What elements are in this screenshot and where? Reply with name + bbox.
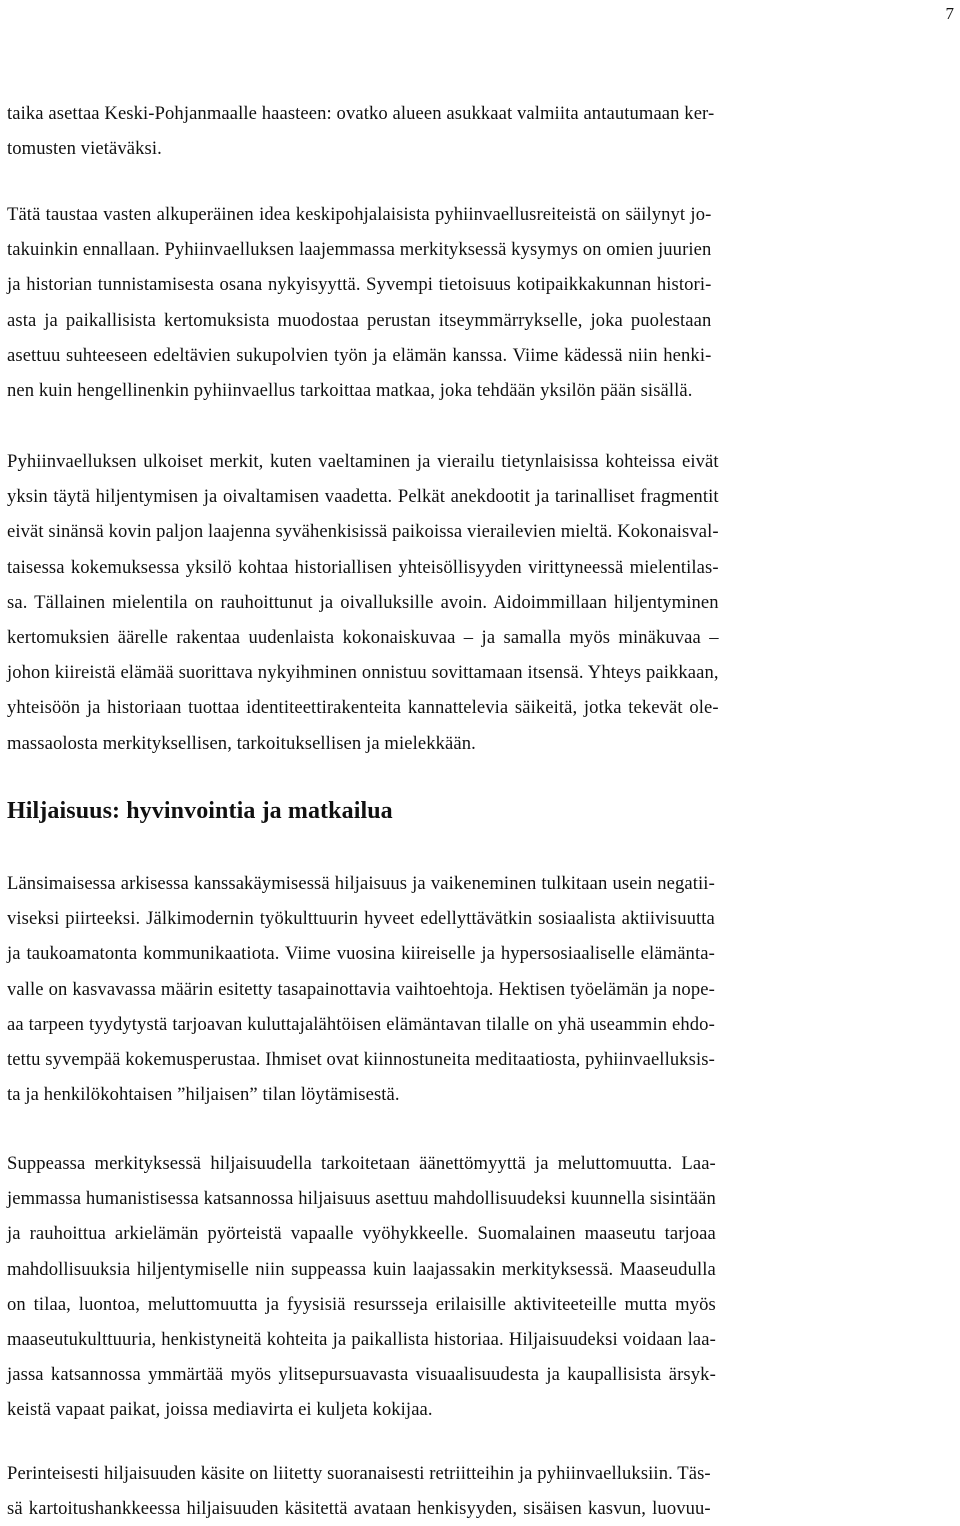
text-line: asta ja paikallisista kertomuksista muodostaa perustan itseymmärrykselle, joka puolestaan [7, 309, 712, 331]
text-line: kertomuksien äärelle rakentaa uudenlaista kokonaiskuvaa – ja samalla myös minäkuvaa – [7, 627, 719, 649]
page-number: 7 [945, 4, 954, 23]
text-line: ja historian tunnistamisesta osana nykyisyyttä. Syvempi tietoisuus kotipaikkakunnan histori- [7, 274, 712, 296]
text-line: taika asettaa Keski-Pohjanmaalle haasteen: ovatko alueen asukkaat valmiita antautumaan ker- [7, 103, 715, 124]
text-line: tettu syvempää kokemusperustaa. Ihmiset ovat kiinnostuneita meditaatiosta, pyhiinvaelluksis- [7, 1049, 715, 1071]
text-line: aa tarpeen tyydytystä tarjoavan kuluttajalähtöisen elämäntavan tilalle on yhä useammin ehdo- [7, 1013, 715, 1035]
text-line: maaseutukulttuuria, henkistyneitä kohteita ja paikallista historiaa. Hiljaisuudeksi voidaan laa- [7, 1329, 716, 1351]
text-line: Perinteisesti hiljaisuuden käsite on liitetty suoranaisesti retriitteihin ja pyhiinvaelluksiin. Täs- [7, 1463, 711, 1484]
text-line: johon kiireistä elämää suorittava nykyihminen onnistuu sovittamaan itsensä. Yhteys paikkaan, [7, 662, 719, 684]
text-line: Länsimaisessa arkisessa kanssakäymisessä hiljaisuus ja vaikeneminen tulkitaan usein negatii- [7, 873, 715, 894]
text-line: mahdollisuuksia hiljentymiselle niin suppeassa kuin laajassakin merkityksessä. Maaseudulla [7, 1258, 716, 1280]
text-line: jassa katsannossa ymmärtää myös ylitsepursuavasta visuaalisuudesta ja kaupallisista ärsyk- [7, 1364, 716, 1386]
text-line: viseksi piirteeksi. Jälkimodernin työkulttuurin hyveet edellyttävätkin sosiaalista aktiivisuutta [7, 908, 715, 930]
text-line: Pyhiinvaelluksen ulkoiset merkit, kuten vaeltaminen ja vierailu tietynlaisissa kohteissa eivät [7, 451, 719, 472]
text-line: Suppeassa merkityksessä hiljaisuudella tarkoitetaan äänettömyyttä ja meluttomuutta. Laa- [7, 1153, 716, 1174]
text-line: on tilaa, luontoa, meluttomuutta ja fyysisiä resursseja erilaisille aktiviteeteille mutta myös [7, 1293, 716, 1315]
text-line: sa. Tällainen mielentila on rauhoittunut ja oivalluksille avoin. Aidoimmillaan hiljentyminen [7, 591, 719, 613]
text-line: sä kartoitushankkeessa hiljaisuuden käsitettä avataan henkisyyden, sisäisen kasvun, luovuu- [7, 1498, 711, 1520]
paragraph [7, 1146, 716, 1428]
text-line: nen kuin hengellinenkin pyhiinvaellus tarkoittaa matkaa, joka tehdään yksilön pään sisällä. [7, 380, 693, 402]
text-line: asettuu suhteeseen edeltävien sukupolvien työn ja elämän kanssa. Viime kädessä niin henki- [7, 344, 712, 366]
text-line: tomusten vietäväksi. [7, 138, 162, 160]
text-line: jemmassa humanistisessa katsannossa hiljaisuus asettuu mahdollisuudeksi kuunnella sisintään [7, 1188, 716, 1210]
text-line: yhteisöön ja historiaan tuottaa identiteettirakenteita kannattelevia säikeitä, jotka tekevät ole- [7, 697, 719, 719]
text-line: eivät sinänsä kovin paljon laajenna syvähenkisissä paikoissa vierailevien mieltä. Kokonaisval- [7, 521, 719, 543]
paragraph [7, 444, 719, 761]
paragraph [7, 197, 711, 408]
text-line: keistä vapaat paikat, joissa mediavirta ei kuljeta kokijaa. [7, 1399, 433, 1421]
text-line: valle on kasvavassa määrin esitetty tasapainottavia vaihtoehtoja. Hektisen työelämän ja nope- [7, 978, 715, 1000]
text-line: ta ja henkilökohtaisen ”hiljaisen” tilan löytämisestä. [7, 1084, 400, 1106]
text-line: massaolosta merkityksellisen, tarkoituksellisen ja mielekkään. [7, 732, 476, 754]
text-line: ja taukoamatonta kommunikaatiota. Viime vuosina kiireiselle ja hypersosiaaliselle elämänta- [7, 943, 715, 965]
section-heading: Hiljaisuus: hyvinvointia ja matkailua [7, 798, 393, 824]
text-line: yksin täytä hiljentymisen ja oivaltamisen vaadetta. Pelkät anekdootit ja tarinalliset fragmentit [7, 486, 719, 508]
text-line: Tätä taustaa vasten alkuperäinen idea keskipohjalaisista pyhiinvaellusreiteistä on säilynyt jo- [7, 204, 712, 225]
paragraph [7, 96, 714, 166]
text-line: ja rauhoittua arkielämän pyörteistä vapaalle vyöhykkeelle. Suomalainen maaseutu tarjoaa [7, 1223, 716, 1245]
text-line: taisessa kokemuksessa yksilö kohtaa historiallisen yhteisöllisyyden virittyneessä mielentilas- [7, 556, 719, 578]
paragraph [7, 866, 715, 1112]
text-line: takuinkin ennallaan. Pyhiinvaelluksen laajemmassa merkityksessä kysymys on omien juurien [7, 239, 712, 261]
paragraph [7, 1456, 711, 1526]
